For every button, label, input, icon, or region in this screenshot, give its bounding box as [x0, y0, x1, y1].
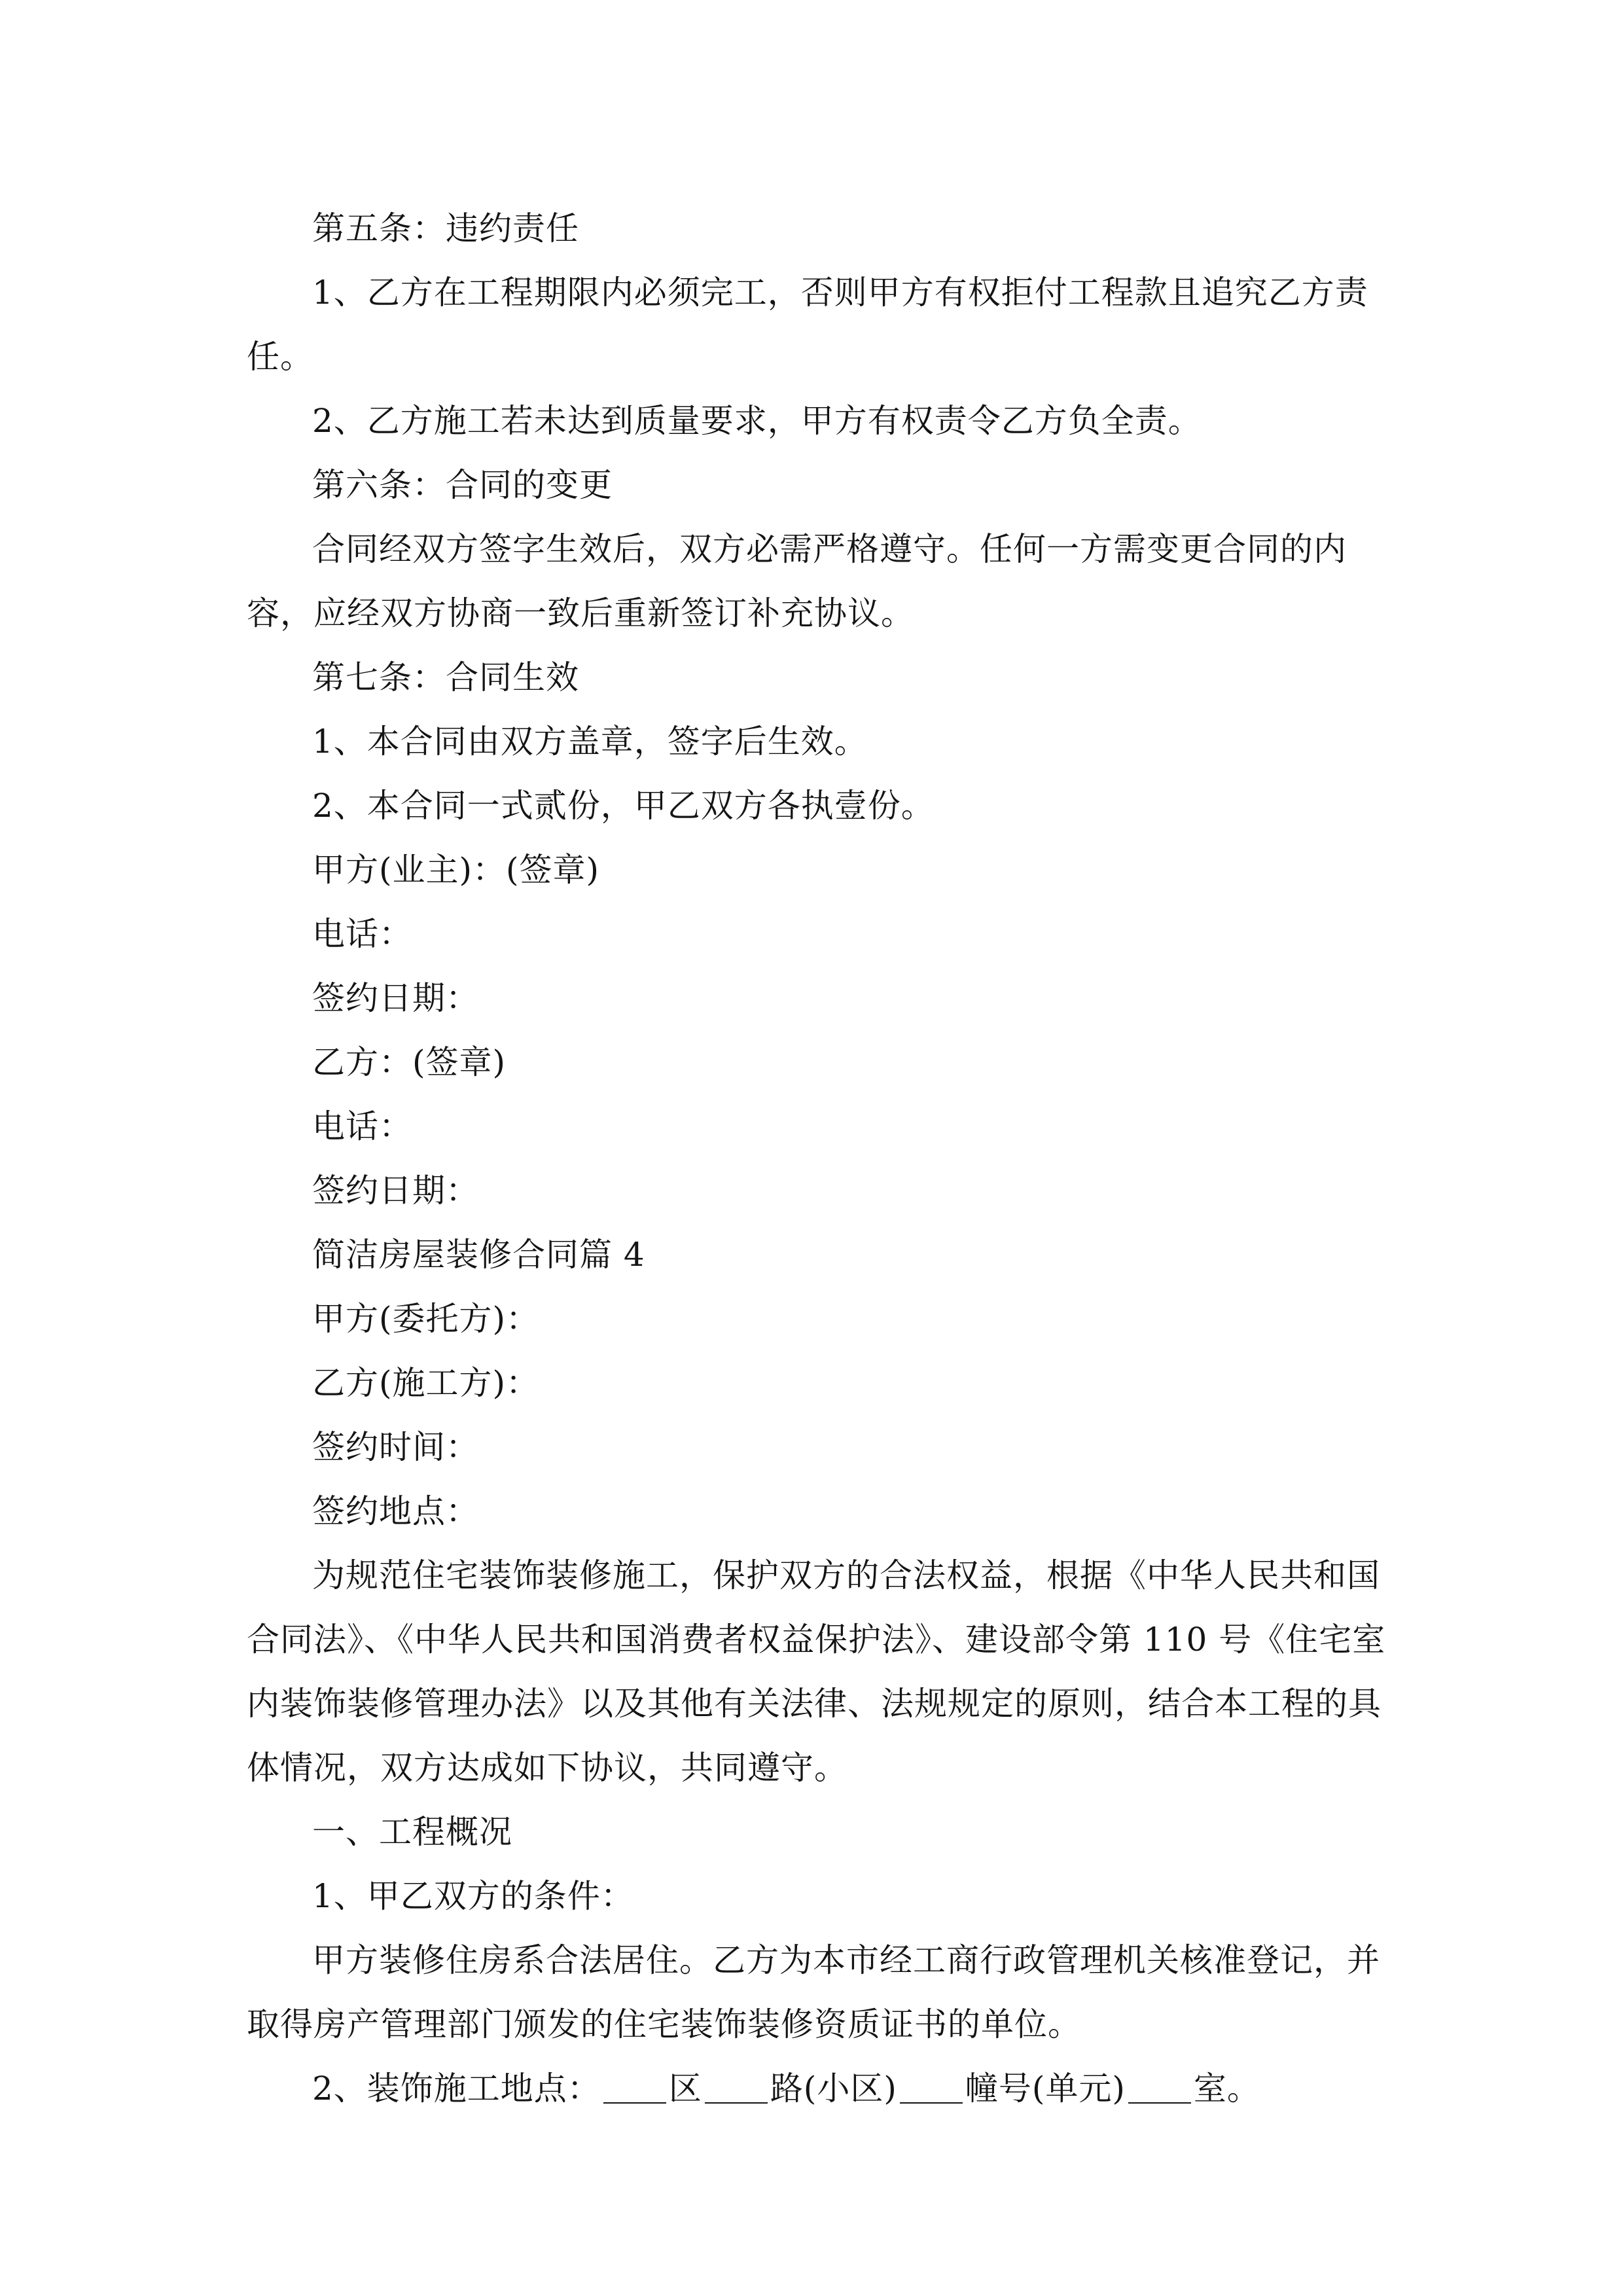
- construction-address-line: [247, 2056, 1395, 2121]
- party-a-client: 甲方(委托方)：: [312, 1300, 540, 1338]
- article-7-clause-2: 2、本合同一式贰份，甲乙双方各执壹份。: [312, 787, 935, 825]
- district-label: 区: [668, 2070, 702, 2108]
- road-blank[interactable]: [705, 2070, 768, 2104]
- district-blank[interactable]: [603, 2070, 666, 2104]
- project-overview-heading: 一、工程概况: [312, 1813, 512, 1851]
- party-a-phone: 电话：: [312, 915, 412, 953]
- party-b-contractor: 乙方(施工方)：: [312, 1364, 540, 1402]
- party-a-signature: 甲方(业主)：(签章): [312, 851, 600, 889]
- building-label: 幢号(单元): [965, 2070, 1126, 2108]
- road-label: 路(小区): [770, 2070, 897, 2108]
- room-blank[interactable]: [1128, 2070, 1191, 2104]
- party-b-date: 签约日期：: [312, 1172, 479, 1210]
- preamble-text: 为规范住宅装饰装修施工，保护双方的合法权益，根据《中华人民共和国合同法》、《中华人民共和国消费者权益保护法》、建设部令第 110 号《住宅室内装饰装修管理办法》以及其他有关法律、法规规定的原则，结合本工程的具体情况，双方达成如下协议，共同遵守。: [247, 1556, 1386, 1787]
- room-label: 室。: [1193, 2070, 1260, 2108]
- signing-time: 签约时间：: [312, 1428, 479, 1466]
- party-b-signature: 乙方：(签章): [312, 1043, 507, 1081]
- conditions-text: 甲方装修住房系合法居住。乙方为本市经工商行政管理机关核准登记，并取得房产管理部门颁发的住宅装饰装修资质证书的单位。: [247, 1941, 1380, 2043]
- section-title: 简洁房屋装修合同篇 4: [312, 1236, 645, 1274]
- article-5-clause-1: 1、乙方在工程期限内必须完工，否则甲方有权拒付工程款且追究乙方责任。: [247, 274, 1368, 376]
- conditions-heading: 1、甲乙双方的条件：: [312, 1877, 634, 1915]
- article-6-heading: 第六条：合同的变更: [312, 466, 613, 504]
- party-b-phone: 电话：: [312, 1107, 412, 1145]
- article-7-heading: 第七条：合同生效: [312, 658, 579, 696]
- party-a-date: 签约日期：: [312, 979, 479, 1017]
- article-5-heading: 第五条：违约责任: [312, 209, 579, 247]
- article-6-text: 合同经双方签字生效后，双方必需严格遵守。任何一方需变更合同的内容，应经双方协商一致后重新签订补充协议。: [247, 530, 1347, 632]
- document-body: [247, 196, 1395, 2121]
- building-blank[interactable]: [900, 2070, 963, 2104]
- article-7-clause-1: 1、本合同由双方盖章，签字后生效。: [312, 723, 868, 761]
- signing-place: 签约地点：: [312, 1492, 479, 1530]
- address-prefix: 2、装饰施工地点：: [312, 2070, 601, 2108]
- article-5-clause-2: 2、乙方施工若未达到质量要求，甲方有权责令乙方负全责。: [312, 402, 1202, 440]
